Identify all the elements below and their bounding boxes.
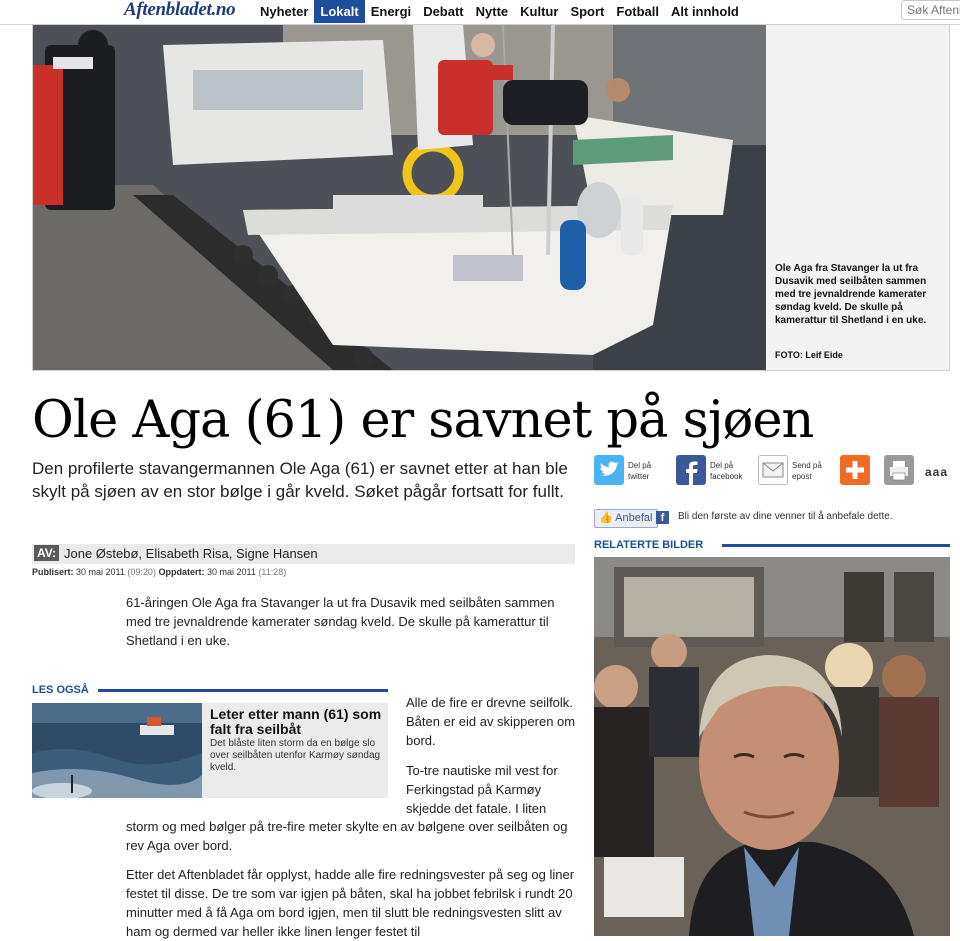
- twitter-share-label[interactable]: Del på twitter: [628, 461, 652, 481]
- nav-nyheter[interactable]: Nyheter: [260, 4, 309, 19]
- search-input[interactable]: [901, 0, 960, 20]
- related-images-header: [594, 539, 950, 553]
- nav-nytte[interactable]: Nytte: [475, 4, 509, 19]
- share-toolbar: [594, 455, 954, 489]
- article-paragraph-4: Etter det Aftenbladet får opplyst, hadde alle fire redningsvester på seg og liner festet til disse. De tre som var igjen på båten, skal ha jobbet febrilsk i rundt 20 minutter med å få Aga om bord igjen, men til slutt ble redningsvesten slitt av ham og dermed var heller ikke linen lenger festet til: [126, 867, 575, 939]
- read-also-teaser: Det blåste liten storm da en bølge slo over seilbåten utenfor Karmøy søndag kveld.: [210, 738, 381, 773]
- nav-lokalt[interactable]: Lokalt: [314, 0, 364, 23]
- thumbs-up-icon: 👍: [599, 512, 613, 524]
- print-button[interactable]: [884, 455, 914, 485]
- boat-photo: [33, 25, 766, 370]
- main-nav: [254, 0, 745, 23]
- photo-credit: FOTO: Leif Eide: [775, 350, 843, 360]
- related-image[interactable]: [594, 557, 950, 936]
- like-button-label: Anbefal: [615, 512, 653, 524]
- article-paragraph-2: Alle de fire er drevne seilfolk. Båten er eid av skipperen om bord.: [406, 695, 576, 748]
- read-also-rule: [98, 689, 388, 692]
- article-headline: Ole Aga (61) er savnet på sjøen: [32, 391, 814, 450]
- hero-figure: [32, 24, 950, 371]
- related-images-label: RELATERTE BILDER: [594, 539, 704, 551]
- nav-debatt[interactable]: Debatt: [423, 4, 464, 19]
- read-also-thumbnail[interactable]: [32, 703, 202, 798]
- article-lead: Den profilerte stavangermannen Ole Aga (61) er savnet etter at han ble skylt på sjøen av en stor bølge i går kveld. Søket pågår fortsatt for fullt.: [32, 459, 568, 501]
- facebook-like-text: Bli den første av dine venner til å anbefale dette.: [678, 511, 893, 522]
- published-time: (09:20): [127, 567, 156, 577]
- portrait-photo-illustration: [594, 557, 950, 936]
- plus-icon: [840, 455, 870, 485]
- byline-authors[interactable]: Jone Østebø, Elisabeth Risa, Signe Hansen: [64, 546, 318, 561]
- byline-label: AV:: [34, 545, 59, 561]
- twitter-icon: [594, 455, 624, 485]
- read-also-label: LES OGSÅ: [32, 684, 89, 696]
- article-paragraph-1: 61-åringen Ole Aga fra Stavanger la ut fra Dusavik med seilbåten sammen med tre jevnaldrende kamerater søndag kveld. De skulle på kamerattur til Shetland i en uke.: [126, 595, 555, 648]
- nav-kultur[interactable]: Kultur: [520, 4, 559, 19]
- facebook-small-icon: f: [656, 511, 669, 524]
- email-share-label[interactable]: Send på epost: [792, 461, 822, 481]
- read-also-heading[interactable]: Leter etter mann (61) som falt fra seilbåt: [210, 706, 382, 737]
- published-date: 30 mai 2011: [76, 567, 125, 577]
- facebook-share-label[interactable]: Del på facebook: [710, 461, 743, 481]
- related-images-rule: [722, 544, 950, 547]
- updated-date: 30 mai 2011: [206, 567, 256, 577]
- updated-label: Oppdatert:: [158, 567, 205, 577]
- nav-energi[interactable]: Energi: [370, 4, 412, 19]
- byline: [32, 544, 575, 564]
- boat-photo-illustration: [33, 25, 766, 370]
- publish-info: [32, 567, 286, 577]
- article-paragraph-3a: To-tre nautiske mil vest for Ferkingstad på Karmøy skjedde det fatale. I liten: [406, 763, 558, 816]
- facebook-icon: [676, 455, 706, 485]
- photo-caption-box: [768, 25, 949, 370]
- email-icon: [759, 456, 787, 484]
- facebook-like-row: [594, 509, 954, 527]
- nav-alt-innhold[interactable]: Alt innhold: [671, 4, 739, 19]
- email-share-button[interactable]: [758, 455, 788, 485]
- add-share-button[interactable]: [840, 455, 870, 485]
- updated-time: (11:28): [258, 567, 287, 577]
- read-also-box: [32, 684, 388, 773]
- nav-fotball[interactable]: Fotball: [616, 4, 659, 19]
- published-label: Publisert:: [32, 567, 74, 577]
- sea-rescue-thumbnail: [32, 703, 202, 798]
- nav-sport[interactable]: Sport: [570, 4, 605, 19]
- text-size-control[interactable]: aaa: [925, 465, 949, 479]
- read-also-item[interactable]: [32, 703, 388, 798]
- facebook-share-button[interactable]: [676, 455, 706, 485]
- article-paragraph-3b: storm og med bølger på tre-fire meter skylte en av bølgene over seilbåten og rev Aga over bord.: [126, 819, 568, 853]
- facebook-like-button[interactable]: [594, 509, 658, 528]
- twitter-share-button[interactable]: [594, 455, 624, 485]
- photo-caption: Ole Aga fra Stavanger la ut fra Dusavik med seilbåten sammen med tre jevnaldrende kamerater søndag kveld. De skulle på kamerattur til Shetland i en uke.: [775, 263, 927, 326]
- top-navbar: [0, 0, 960, 25]
- site-logo[interactable]: Aftenbladet.no: [124, 0, 236, 20]
- print-icon: [884, 455, 914, 485]
- read-also-header: [32, 684, 388, 696]
